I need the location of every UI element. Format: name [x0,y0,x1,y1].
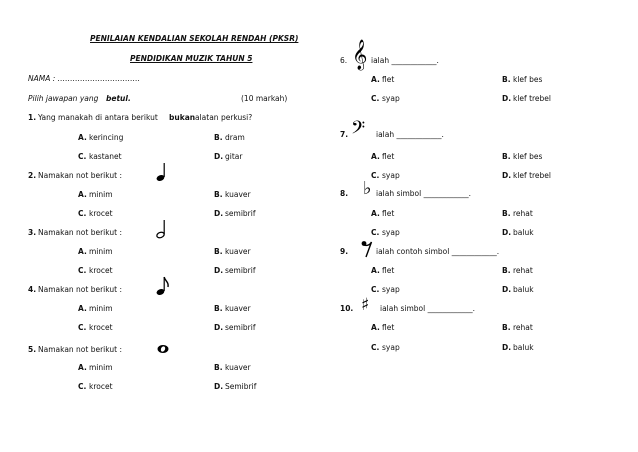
option-letter: D. [214,152,224,161]
option-label: syap [382,343,400,352]
option-letter: C. [78,209,87,218]
page-subtitle: PENDIDIKAN MUZIK TAHUN 5 [130,54,253,63]
question-text: Namakan not berikut : [38,171,122,180]
question-number: 10. [340,304,354,313]
option-label: krocet [89,323,113,332]
option-label: minim [89,363,113,372]
option-letter: D. [502,228,512,237]
question-number: 5. [28,345,37,354]
option-label: rehat [513,209,533,218]
option-letter: A. [78,363,87,372]
bass-clef-icon: 𝄢 [351,118,366,143]
option-label: rehat [513,323,533,332]
option-letter: C. [78,323,87,332]
option-label: syap [382,285,400,294]
question-text: ialah ____________. [376,130,444,139]
question-text: Namakan not berikut : [38,345,122,354]
question-text: Namakan not berikut : [38,228,122,237]
option-letter: D. [214,323,224,332]
option-label: semibrif [225,266,256,275]
option-letter: D. [502,171,512,180]
option-label: kerincing [89,133,124,142]
option-letter: B. [502,209,511,218]
question-text: ialah simbol ____________. [376,189,471,198]
crotchet-note-icon [156,162,168,182]
option-label: flet [382,152,395,161]
option-label: Semibrif [225,382,257,391]
option-label: baluk [513,343,534,352]
option-label: krocet [89,382,113,391]
option-label: flet [382,209,395,218]
option-letter: C. [371,285,380,294]
option-letter: A. [371,266,380,275]
instruction-text: Pilih jawapan yang [28,94,99,103]
option-label: rehat [513,266,533,275]
option-letter: D. [214,382,224,391]
name-field-label: NAMA : …………………………… [28,74,141,83]
option-letter: C. [78,152,87,161]
question-text: ialah ____________. [371,56,439,65]
option-label: syap [382,94,400,103]
option-label: klef bes [513,152,543,161]
option-letter: A. [371,152,380,161]
option-label: klef bes [513,75,543,84]
option-letter: B. [214,363,223,372]
option-label: kuaver [225,247,251,256]
option-label: minim [89,190,113,199]
option-letter: A. [371,323,380,332]
option-letter: D. [502,343,512,352]
option-letter: B. [214,190,223,199]
option-label: gitar [225,152,243,161]
question-text: Namakan not berikut : [38,285,122,294]
option-letter: C. [371,343,380,352]
option-letter: D. [214,209,224,218]
question-text-rest: alatan perkusi? [195,113,253,122]
option-letter: D. [502,285,512,294]
treble-clef-icon: 𝄞 [352,40,368,70]
option-label: kuaver [225,190,251,199]
option-label: kuaver [225,304,251,313]
option-letter: C. [371,228,380,237]
rest-icon [361,240,373,258]
option-letter: B. [502,266,511,275]
question-number: 2. [28,171,37,180]
option-label: semibrif [225,209,256,218]
question-emphasis: bukan [169,113,196,122]
question-number: 1. [28,113,37,122]
flat-icon: ♭ [363,178,372,199]
option-label: dram [225,133,245,142]
option-label: flet [382,266,395,275]
option-label: syap [382,228,400,237]
option-label: minim [89,247,113,256]
option-letter: A. [371,209,380,218]
option-letter: D. [214,266,224,275]
option-label: syap [382,171,400,180]
option-letter: D. [502,94,512,103]
question-number: 6. [340,56,348,65]
question-text: ialah simbol ____________. [380,304,475,313]
option-label: minim [89,304,113,313]
option-letter: B. [214,304,223,313]
option-label: flet [382,323,395,332]
option-label: kastanet [89,152,122,161]
question-number: 9. [340,247,349,256]
instruction-emphasis: betul. [106,94,131,103]
option-label: kuaver [225,363,251,372]
option-letter: B. [214,247,223,256]
quaver-note-icon [156,276,170,296]
page-title: PENILAIAN KENDALIAN SEKOLAH RENDAH (PKSR) [90,34,299,43]
option-letter: A. [78,304,87,313]
option-label: flet [382,75,395,84]
option-letter: C. [371,171,380,180]
option-letter: A. [78,247,87,256]
option-letter: B. [502,323,511,332]
question-text: ialah contoh simbol ____________. [376,247,500,256]
marks-label: (10 markah) [241,94,288,103]
question-number: 3. [28,228,37,237]
option-label: semibrif [225,323,256,332]
option-letter: A. [78,133,87,142]
option-letter: B. [214,133,223,142]
option-label: klef trebel [513,94,551,103]
question-number: 4. [28,285,37,294]
question-number: 8. [340,189,349,198]
option-label: krocet [89,209,113,218]
option-label: baluk [513,285,534,294]
question-number: 7. [340,130,349,139]
option-letter: B. [502,152,511,161]
question-text: Yang manakah di antara berikut [38,113,158,122]
sharp-icon: ♯ [361,295,370,315]
option-label: krocet [89,266,113,275]
option-label: baluk [513,228,534,237]
option-label: klef trebel [513,171,551,180]
minim-note-icon [156,219,168,239]
option-letter: C. [371,94,380,103]
option-letter: A. [78,190,87,199]
option-letter: B. [502,75,511,84]
semibreve-note-icon [157,344,169,354]
option-letter: C. [78,266,87,275]
option-letter: A. [371,75,380,84]
option-letter: C. [78,382,87,391]
